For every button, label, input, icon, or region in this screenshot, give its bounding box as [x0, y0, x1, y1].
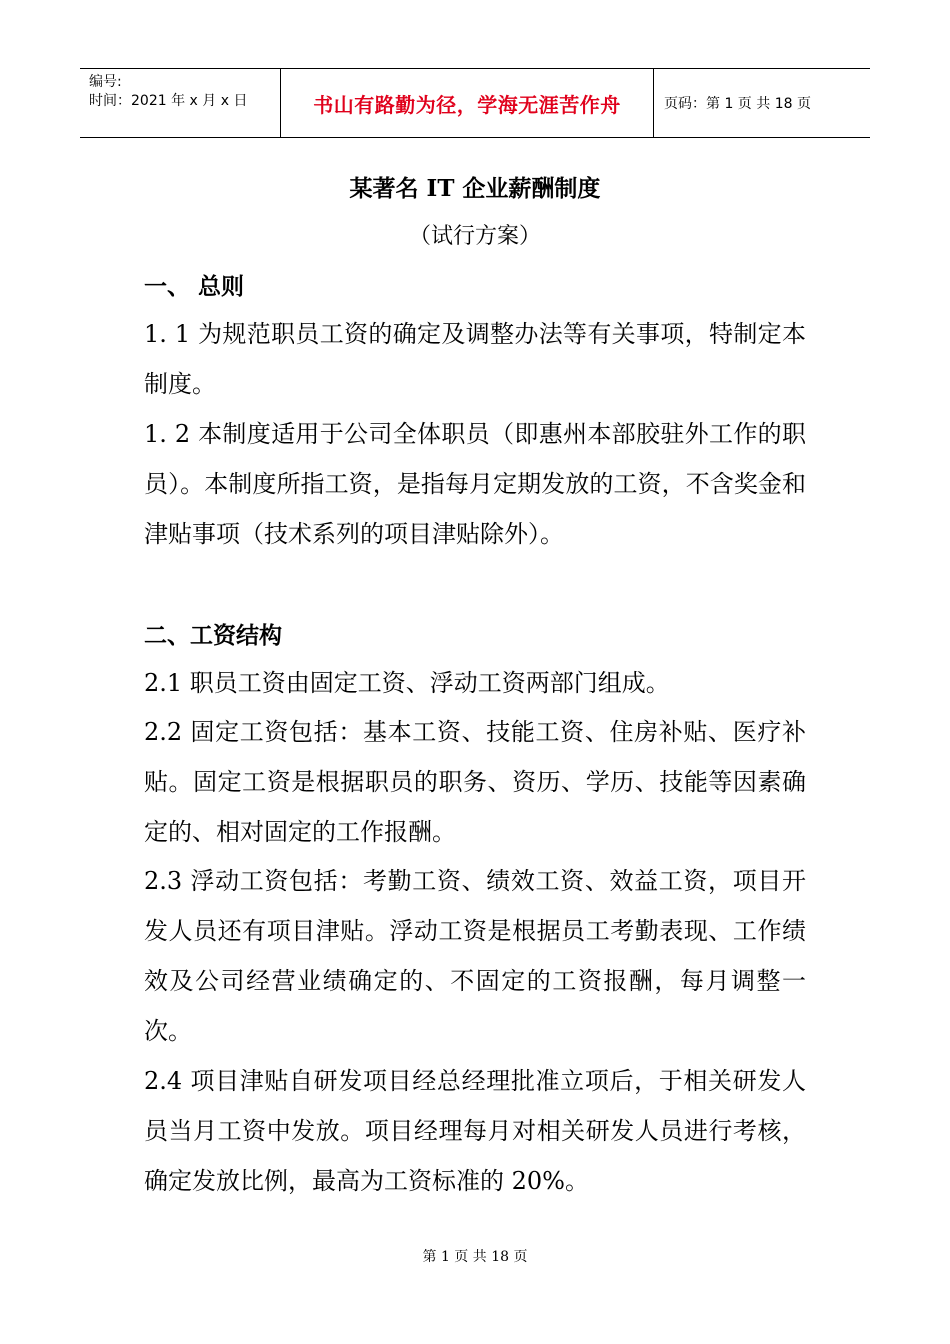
- paragraph-1-2: 1. 2 本制度适用于公司全体职员（即惠州本部胶驻外工作的职员）。本制度所指工资，是指每月定期发放的工资，不含奖金和津贴事项（技术系列的项目津贴除外）。: [144, 420, 806, 548]
- paragraph-2-4: 2.4 项目津贴自研发项目经总经理批准立项后，于相关研发人员当月工资中发放。项目经理每月对相关研发人员进行考核，确定发放比例，最高为工资标准的 20%。: [144, 1067, 806, 1195]
- header-meta-cell: [80, 69, 281, 137]
- page-footer: 第 1 页 共 18 页: [422, 1249, 528, 1265]
- paragraph-2-3: 2.3 浮动工资包括：考勤工资、绩效工资、效益工资，项目开发人员还有项目津贴。浮动工资是根据员工考勤表现、工作绩效及公司经营业绩确定的、不固定的工资报酬，每月调整一次。: [144, 867, 806, 1045]
- number-label: 编号:: [89, 74, 122, 90]
- page-info: 页码：第 1 页 共 18 页: [664, 96, 811, 112]
- document-subtitle: （试行方案）: [408, 224, 541, 249]
- paragraph-1-1: 1. 1 为规范职员工资的确定及调整办法等有关事项，特制定本制度。: [144, 320, 806, 398]
- time-line: 时间：2021 年 x 月 x 日: [89, 93, 248, 109]
- document-title: 某著名 IT 企业薪酬制度: [349, 175, 601, 202]
- section-heading-general: 一、 总则: [144, 273, 245, 300]
- section-heading-salary-structure: 二、工资结构: [144, 622, 282, 649]
- motto-banner: 书山有路勤为径，学海无涯苦作舟: [281, 69, 654, 137]
- paragraph-2-2: 2.2 固定工资包括：基本工资、技能工资、住房补贴、医疗补贴。固定工资是根据职员的职务、资历、学历、技能等因素确定的、相对固定的工作报酬。: [144, 718, 806, 846]
- document-header: [80, 68, 870, 138]
- paragraph-2-1: 2.1 职员工资由固定工资、浮动工资两部门组成。: [144, 669, 670, 697]
